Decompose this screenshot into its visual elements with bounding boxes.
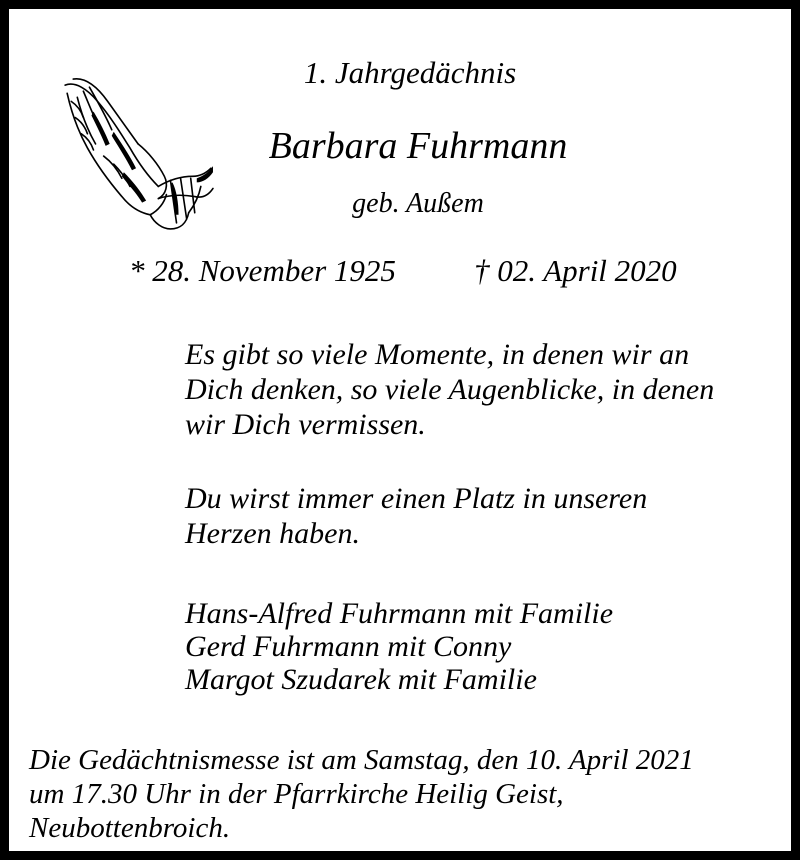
death-date: † 02. April 2020 (474, 253, 677, 288)
birth-date: * 28. November 1925 (129, 253, 396, 288)
anniversary-title: 1. Jahrgedächnis (303, 55, 517, 90)
quote-line: Du wirst immer einen Platz in unseren (185, 482, 648, 515)
quote-line: Es gibt so viele Momente, in denen wir an (185, 338, 690, 371)
quote-line: Dich denken, so viele Augenblicke, in denen (185, 373, 715, 406)
mourner-name: Hans-Alfred Fuhrmann mit Familie (185, 597, 614, 630)
footer-line: Die Gedächtnismesse ist am Samstag, den 10. April 2021 (29, 744, 694, 776)
quote-paragraph-1 (185, 337, 714, 442)
footer-line: Neubottenbroich. (29, 812, 231, 844)
deceased-name: Barbara Fuhrmann (268, 125, 568, 167)
quote-paragraph-2 (185, 481, 647, 551)
mourner-name: Gerd Fuhrmann mit Conny (185, 630, 512, 663)
memorial-mass-info (29, 743, 694, 845)
quote-line: wir Dich vermissen. (185, 408, 426, 441)
quote-line: Herzen haben. (185, 517, 360, 550)
footer-line: um 17.30 Uhr in der Pfarrkirche Heilig Geist, (29, 778, 564, 810)
mourner-name: Margot Szudarek mit Familie (185, 663, 537, 696)
mourners-list (185, 597, 613, 696)
birth-name: geb. Außem (352, 188, 484, 219)
